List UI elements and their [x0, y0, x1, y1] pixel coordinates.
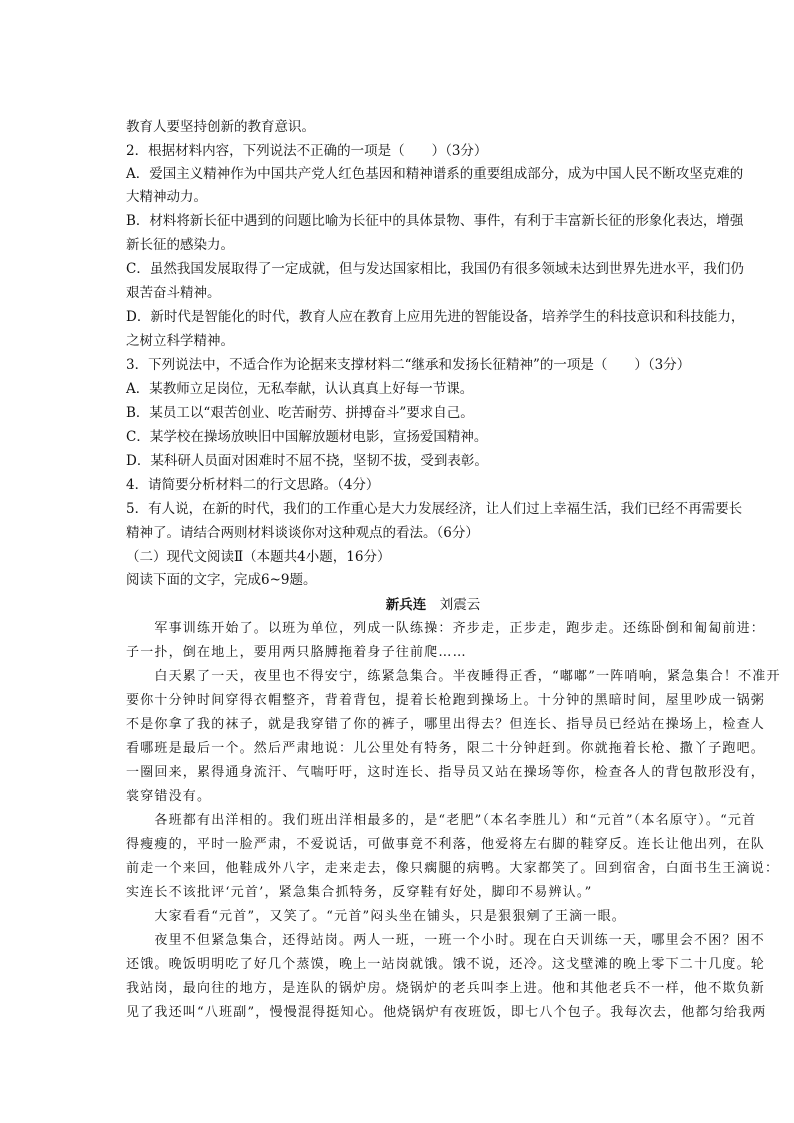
story-line: 大家看看“元首”，又笑了。“元首”闷头坐在铺头，只是狠狠剜了王滴一眼。	[126, 909, 626, 924]
story-line: 要你十分钟时间穿得衣帽整齐，背着背包，提着长枪跑到操场上。十分钟的黑暗时间，屋里吵成一锅粥	[126, 693, 766, 708]
option-3c: C．某学校在操场放映旧中国解放题材电影，宣扬爱国精神。	[126, 429, 488, 445]
option-2d: D．新时代是智能化的时代，教育人应在教育上应用先进的智能设备，培养学生的科技意识和科技能力，	[126, 309, 745, 325]
question-line: 教育人要坚持创新的教育意识。	[126, 119, 315, 135]
option-2c: C．虽然我国发展取得了一定成就，但与发达国家相比，我国仍有很多领域未达到世界先进水平，我们仍	[126, 261, 744, 277]
story-title-text: 新兵连	[385, 597, 427, 613]
option-2a-cont: 大精神动力。	[126, 189, 207, 205]
story-line: 子一扑，倒在地上，要用两只胳膊拖着身子往前爬……	[126, 645, 467, 660]
question-4: 4．请简要分析材料二的行文思路。（4分）	[126, 477, 380, 493]
story-line: 我站岗，最向往的地方，是连队的锅炉房。烧锅炉的老兵叫李上进。他和其他老兵不一样，他不欺负新	[126, 981, 766, 996]
story-line: 军事训练开始了。以班为单位，列成一队练操：齐步走，正步走，跑步走。还练卧倒和匍匐前进：	[126, 621, 766, 636]
story-line: 夜里不但紧急集合，还得站岗。两人一班，一班一个小时。现在白天训练一天，哪里会不困？困不	[126, 933, 766, 948]
story-line: 得瘦瘦的，平时一脸严肃，不爱说话，可做事竟不利落，他爱将左右脚的鞋穿反。连长让他出列，在队	[126, 837, 766, 852]
option-3a: A．某教师立足岗位，无私奉献，认认真真上好每一节课。	[126, 381, 474, 397]
story-title	[0, 596, 794, 614]
story-line: 看哪班是最后一个。然后严肃地说：儿公里处有特务，限二十分钟赶到。你就拖着长枪、撒丫子跑吧。	[126, 741, 766, 756]
option-3d: D．某科研人员面对困难时不屈不挠，坚韧不拔，受到表彰。	[126, 453, 488, 469]
option-2c-cont: 艰苦奋斗精神。	[126, 285, 221, 301]
section-heading: （二）现代文阅读Ⅱ（本题共4小题，16分）	[126, 549, 391, 565]
reading-instruction: 阅读下面的文字，完成6~9题。	[126, 572, 317, 588]
option-2b: B．材料将新长征中遇到的问题比喻为长征中的具体景物、事件，有利于丰富新长征的形象化表达，增强	[126, 213, 744, 229]
story-line: 前走一个来回，他鞋成外八字，走来走去，像只瘸腿的病鸭。大家都笑了。回到宿舍，白面书生王滴说：	[126, 861, 780, 876]
story-author: 刘震云	[439, 597, 481, 613]
question-2: 2．根据材料内容，下列说法不正确的一项是（ ）（3分）	[126, 143, 488, 159]
question-3: 3．下列说法中，不适合作为论据来支撑材料二“继承和发扬长征精神”的一项是（ ）（3分）	[126, 357, 691, 373]
story-line: 还饿。晚饭明明吃了好几个蒸馍，晚上一站岗就饿。饿不说，还冷。这戈壁滩的晚上零下二十几度。轮	[126, 957, 766, 972]
story-line: 白天累了一天，夜里也不得安宁，练紧急集合。半夜睡得正香，“嘟嘟”一阵哨响，紧急集合！不准开	[126, 669, 781, 684]
option-2a: A．爱国主义精神作为中国共产党人红色基因和精神谱系的重要组成部分，成为中国人民不断攻坚克难的	[126, 166, 744, 182]
story-line: 见了我还叫“八班副”，慢慢混得挺知心。他烧锅炉有夜班饭，即七八个包子。我每次去，他都匀给我两	[126, 1005, 767, 1020]
question-5: 5．有人说，在新的时代，我们的工作重心是大力发展经济，让人们过上幸福生活，我们已经不再需要长	[126, 501, 743, 517]
story-line: 不是你拿了我的袜子，就是我穿错了你的裤子，哪里出得去？但连长、指导员已经站在操场上，检查人	[126, 717, 766, 732]
option-2b-cont: 新长征的感染力。	[126, 237, 234, 253]
option-2d-cont: 之树立科学精神。	[126, 333, 234, 349]
story-line: 裳穿错没有。	[126, 789, 212, 804]
question-5-cont: 精神了。请结合两则材料谈谈你对这种观点的看法。（6分）	[126, 525, 479, 541]
story-line: 一圈回来，累得通身流汗、气喘吁吁，这时连长、指导员又站在操场等你，检查各人的背包散形没有，	[126, 765, 766, 780]
story-line: 各班都有出洋相的。我们班出洋相最多的，是“老肥”（本名李胜儿）和“元首”（本名原守）。“元首	[126, 813, 757, 828]
story-line: 实连长不该批评‘元首’，紧急集合抓特务，反穿鞋有好处，脚印不易辨认。”	[126, 885, 593, 900]
option-3b: B．某员工以“艰苦创业、吃苦耐劳、拼搏奋斗”要求自己。	[126, 405, 474, 421]
